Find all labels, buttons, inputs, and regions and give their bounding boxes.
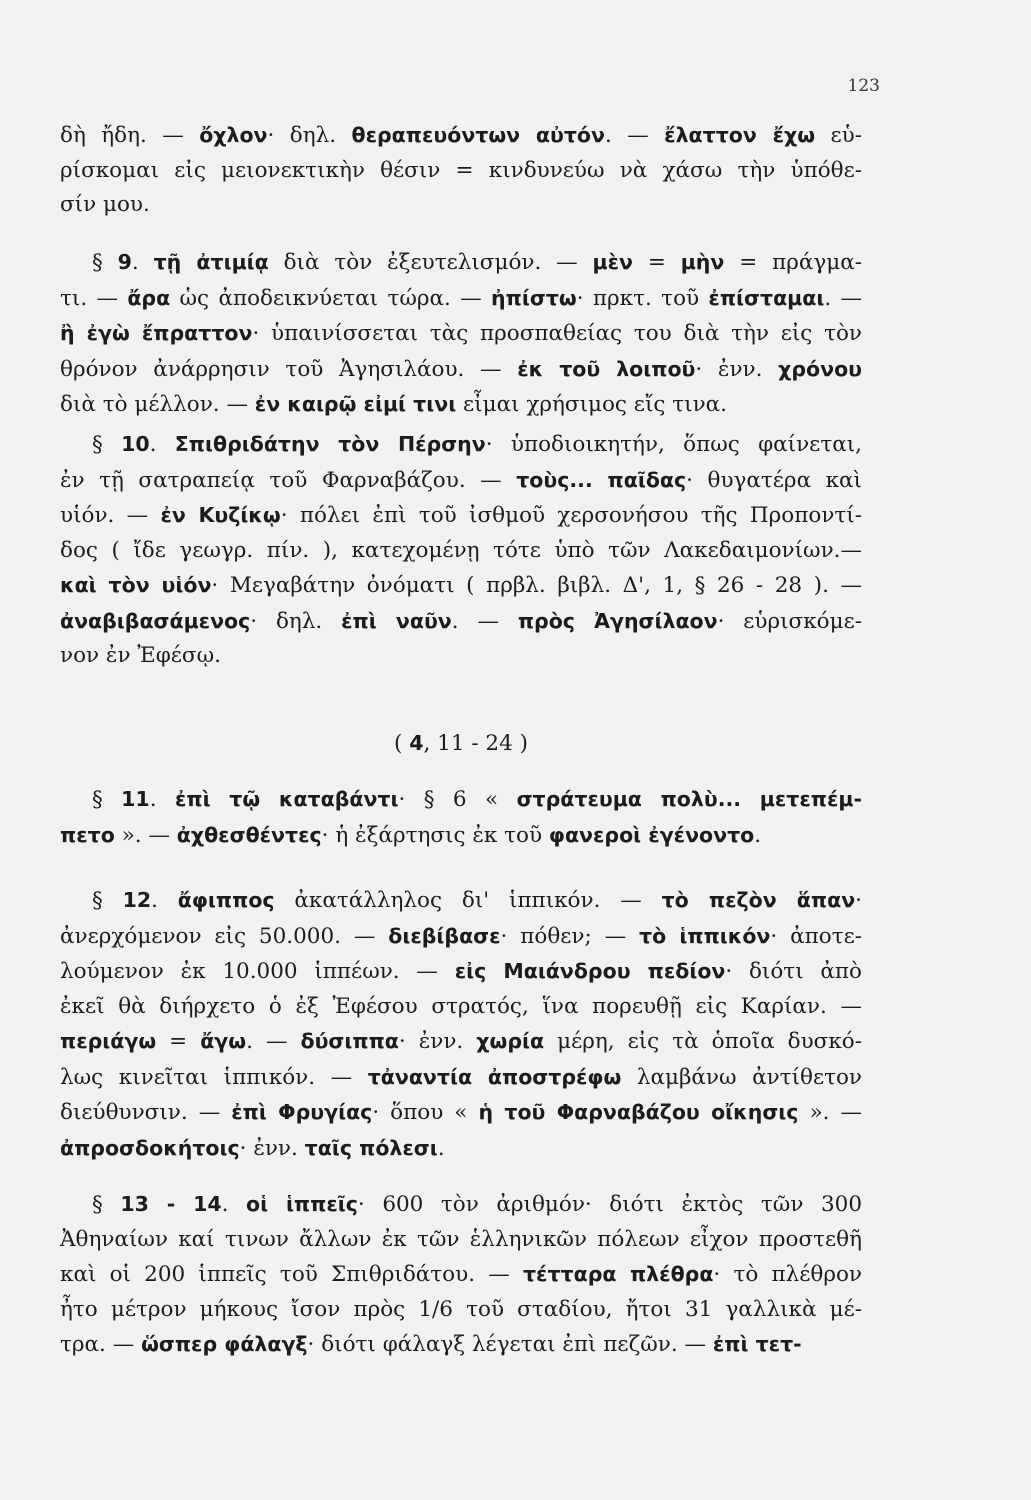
bold-term: ἡ τοῦ Φαρναβάζου οἴκησις bbox=[478, 1100, 799, 1124]
bold-term: ἄφιππος bbox=[177, 888, 275, 912]
bold-term: ἠπίστω bbox=[491, 285, 577, 310]
bold-term: ἐπὶ τῷ καταβάντι bbox=[174, 787, 399, 811]
text-line: Ἀθηναίων καί τινων ἄλλων ἐκ τῶν ἑλληνικῶν πόλεων εἶχον προστεθῆ bbox=[60, 1226, 862, 1252]
text-line: διεύθυνσιν. — ἐπὶ Φρυγίας· ὅπου « ἡ τοῦ Φαρναβάζου οἴκησις ». — bbox=[60, 1100, 862, 1125]
text-line: ἢ ἐγὼ ἔπραττον· ὑπαινίσσεται τὰς προσπαθείας του διὰ τὴν εἰς τὸν bbox=[60, 321, 862, 346]
text-line: σίν μου. bbox=[60, 192, 150, 217]
bold-term: πρὸς Ἀγησίλαον bbox=[517, 608, 718, 633]
bold-term: χωρία bbox=[476, 1029, 545, 1053]
paragraph-section-11 bbox=[60, 782, 862, 853]
paragraph-p1 bbox=[60, 118, 862, 223]
bold-term: 4 bbox=[409, 731, 424, 755]
paragraph-section-9 bbox=[60, 245, 862, 423]
bold-term: δύσιππα bbox=[300, 1029, 399, 1053]
bold-term: ἐπὶ ναῦν bbox=[341, 608, 452, 633]
bold-term: ἀχθεσθέντες bbox=[176, 822, 322, 847]
bold-term: ἐν καιρῷ εἰμί τινι bbox=[254, 392, 457, 416]
text-line: δος ( ἴδε γεωγρ. πίν. ), κατεχομένῃ τότε ὑπὸ τῶν Λακεδαιμονίων.— bbox=[60, 537, 862, 563]
text-line: § 13 - 14. οἱ ἱππεῖς· 600 τὸν ἀριθμόν· διότι ἐκτὸς τῶν 300 bbox=[92, 1192, 862, 1217]
section-heading bbox=[60, 726, 862, 762]
bold-term: 11 bbox=[121, 787, 150, 811]
text-line: καὶ οἱ 200 ἱππεῖς τοῦ Σπιθριδάτου. — τέτταρα πλέθρα· τὸ πλέθρον bbox=[60, 1262, 862, 1287]
text-line: ἦτο μέτρον μήκους ἴσον πρὸς 1/6 τοῦ σταδίου, ἤτοι 31 γαλλικὰ μέ- bbox=[60, 1296, 862, 1322]
text-line: ἀναβιβασάμενος· δηλ. ἐπὶ ναῦν. — πρὸς Ἀγησίλαον· εὑρισκόμε- bbox=[60, 608, 862, 634]
paragraph-section-10 bbox=[60, 427, 862, 674]
bold-term: πετο bbox=[60, 822, 115, 847]
bold-term: χρόνου bbox=[778, 356, 862, 381]
text-line: διὰ τὸ μέλλον. — ἐν καιρῷ εἰμί τινι εἶμαι χρήσιμος εἴς τινα. bbox=[60, 392, 728, 417]
text-line: υἱόν. — ἐν Κυζίκῳ· πόλει ἐπὶ τοῦ ἰσθμοῦ χερσονήσου τῆς Προποντί- bbox=[60, 503, 862, 528]
bold-term: τἀναντία ἀποστρέφω bbox=[367, 1064, 622, 1089]
bold-term: καὶ τὸν υἱόν bbox=[60, 573, 212, 597]
text-line: λως κινεῖται ἱππικόν. — τἀναντία ἀποστρέφω λαμβάνω ἀντίθετον bbox=[60, 1064, 862, 1090]
bold-term: ἄγω bbox=[200, 1029, 247, 1053]
bold-term: ταῖς πόλεσι bbox=[304, 1135, 438, 1160]
bold-term: ἔλαττον ἔχω bbox=[664, 123, 816, 147]
bold-term: μὴν bbox=[680, 250, 725, 274]
text-line: ἐν τῇ σατραπείᾳ τοῦ Φαρναβάζου. — τοὺς... παῖδας· θυγατέρα καὶ bbox=[60, 467, 862, 493]
bold-term: ὥσπερ φάλαγξ bbox=[141, 1332, 308, 1356]
bold-term: 9 bbox=[117, 250, 132, 274]
text-line: § 10. Σπιθριδάτην τὸν Πέρσην· ὑποδιοικητήν, ὅπως φαίνεται, bbox=[92, 432, 862, 457]
text-line: λούμενον ἐκ 10.000 ἱππέων. — εἰς Μαιάνδρου πεδίον· διότι ἀπὸ bbox=[60, 959, 862, 984]
text-line: πετο ». — ἀχθεσθέντες· ἡ ἐξάρτησις ἐκ τοῦ φανεροὶ ἐγένοντο. bbox=[60, 822, 762, 848]
bold-term: ἀπροσδοκήτοις bbox=[60, 1135, 240, 1160]
bold-term: Σπιθριδάτην τὸν Πέρσην bbox=[174, 432, 486, 456]
bold-term: στράτευμα πολὺ... μετεπέμ- bbox=[516, 787, 862, 811]
text-line: ἀπροσδοκήτοις· ἐνν. ταῖς πόλεσι. bbox=[60, 1135, 445, 1161]
bold-term: ἐπίσταμαι bbox=[708, 285, 825, 310]
bold-term: μὲν bbox=[592, 250, 633, 274]
bold-term: διεβίβασε bbox=[388, 923, 501, 948]
bold-term: 13 - 14 bbox=[120, 1192, 222, 1216]
text-line: τρα. — ὥσπερ φάλαγξ· διότι φάλαγξ λέγεται ἐπὶ πεζῶν. — ἐπὶ τετ- bbox=[60, 1332, 802, 1357]
text-line: ρίσκομαι εἰς μειονεκτικὴν θέσιν = κινδυνεύω νὰ χάσω τὴν ὑπόθε- bbox=[60, 157, 862, 183]
text-line: ἀνερχόμενον εἰς 50.000. — διεβίβασε· πόθεν; — τὸ ἱππικόν· ἀποτε- bbox=[60, 923, 863, 949]
bold-term: τέτταρα πλέθρα bbox=[522, 1262, 714, 1286]
text-line: καὶ τὸν υἱόν· Μεγαβάτην ὀνόματι ( πρβλ. βιβλ. Δ', 1, § 26 - 28 ). — bbox=[60, 573, 862, 598]
text-line: § 11. ἐπὶ τῷ καταβάντι· § 6 « στράτευμα πολὺ... μετεπέμ- bbox=[92, 787, 862, 812]
text-line: δὴ ἤδη. — ὄχλον· δηλ. θεραπευόντων αὐτόν. — ἔλαττον ἔχω εὑ- bbox=[60, 123, 862, 148]
page-number: 123 bbox=[847, 76, 880, 96]
bold-term: ὄχλον bbox=[199, 123, 268, 147]
bold-term: 10 bbox=[121, 432, 150, 456]
paragraph-section-13-14 bbox=[60, 1187, 862, 1363]
bold-term: ἐπὶ Φρυγίας bbox=[231, 1100, 373, 1124]
bold-term: ἐν Κυζίκῳ bbox=[160, 503, 281, 527]
bold-term: 12 bbox=[122, 888, 152, 912]
bold-term: ἢ ἐγὼ ἔπραττον bbox=[60, 321, 253, 345]
text-line: ἐκεῖ θὰ διήρχετο ὁ ἐξ Ἐφέσου στρατός, ἵνα πορευθῇ εἰς Καρίαν. — bbox=[60, 993, 862, 1019]
text-line: θρόνον ἀνάρρησιν τοῦ Ἀγησιλάου. — ἐκ τοῦ λοιποῦ· ἐνν. χρόνου bbox=[60, 356, 862, 382]
text-line: § 9. τῇ ἀτιμίᾳ διὰ τὸν ἐξευτελισμόν. — μὲν = μὴν = πράγμα- bbox=[92, 250, 863, 275]
bold-term: φανεροὶ ἐγένοντο bbox=[548, 822, 755, 847]
text-line: νον ἐν Ἐφέσῳ. bbox=[60, 643, 221, 668]
bold-term: ἐπὶ τετ- bbox=[712, 1332, 802, 1356]
bold-term: τῇ ἀτιμίᾳ bbox=[153, 250, 269, 274]
bold-term: οἱ ἱππεῖς bbox=[246, 1192, 358, 1216]
bold-term: θεραπευόντων αὐτόν bbox=[351, 123, 605, 147]
bold-term: ἐκ τοῦ λοιποῦ bbox=[517, 356, 696, 381]
bold-term: ἀναβιβασάμενος bbox=[60, 608, 251, 633]
text-line: § 12. ἄφιππος ἀκατάλληλος δι' ἱππικόν. — τὸ πεζὸν ἅπαν· bbox=[92, 888, 862, 913]
text-line: ( 4, 11 - 24 ) bbox=[393, 731, 529, 756]
bold-term: τὸ ἱππικόν bbox=[639, 923, 771, 948]
paragraph-section-12 bbox=[60, 883, 862, 1166]
bold-term: ἄρα bbox=[127, 285, 171, 310]
bold-term: περιάγω bbox=[60, 1029, 157, 1053]
text-line: περιάγω = ἄγω. — δύσιππα· ἐνν. χωρία μέρη, εἰς τὰ ὁποῖα δυσκό- bbox=[60, 1029, 863, 1054]
bold-term: τὸ πεζὸν ἅπαν bbox=[661, 888, 856, 912]
bold-term: εἰς Μαιάνδρου πεδίον bbox=[454, 959, 726, 983]
text-line: τι. — ἄρα ὡς ἀποδεικνύεται τώρα. — ἠπίστω· πρκτ. τοῦ ἐπίσταμαι. — bbox=[60, 285, 863, 311]
bold-term: τοὺς... παῖδας bbox=[516, 467, 687, 492]
